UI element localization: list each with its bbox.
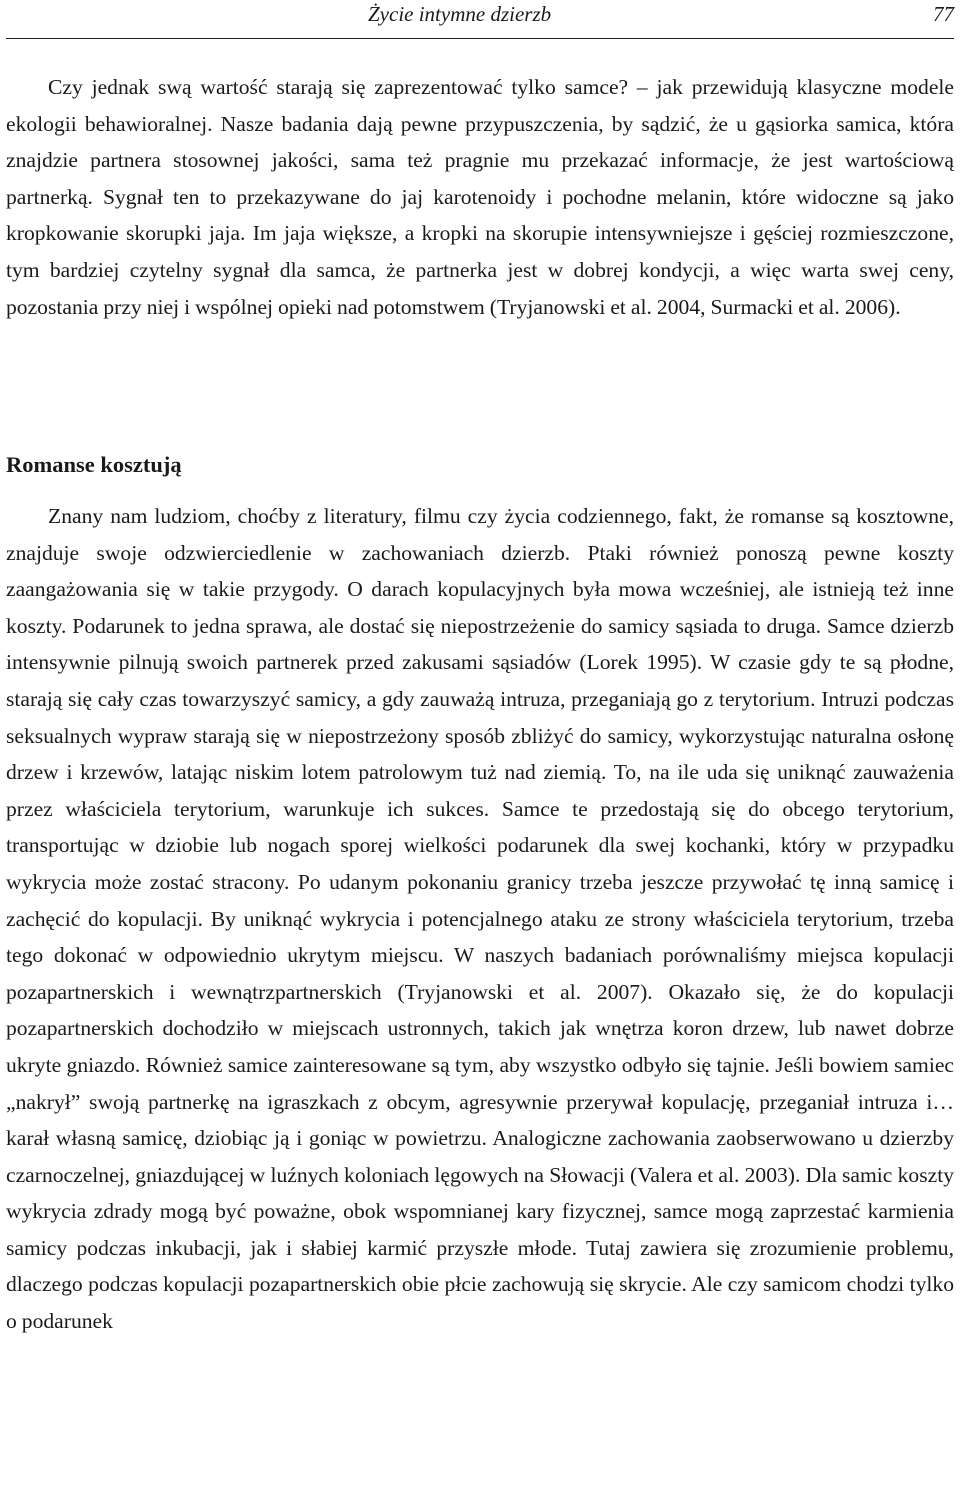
header-page-number: 77 (933, 2, 954, 26)
section-heading: Romanse kosztują (6, 452, 182, 477)
running-header (6, 2, 954, 32)
body-paragraph-2: Znany nam ludziom, choćby z literatury, filmu czy życia codziennego, fakt, że romanse są kosztowne, znajduje swoje odzwierciedlenie w zachowaniach dzierzb. Ptaki również ponoszą pewne koszty zaangażowania się w takie przygody. O darach kopulacyjnych była mowa wcześniej, ale istnieją też inne koszty. Podarunek to jedna sprawa, ale dostać się niepostrzeżenie do samicy sąsiada to druga. Samce dzierzb intensywnie pilnują swoich partnerek przed zakusami sąsiadów (Lorek 1995). W czasie gdy te są płodne, starają się cały czas towarzyszyć samicy, a gdy zauważą intruza, przeganiają go z terytorium. Intruzi podczas seksualnych wypraw starają się w niepostrzeżony sposób zbliżyć do samicy, wykorzystując naturalna osłonę drzew i krzewów, latając niskim lotem patrolowym tuż nad ziemią. To, na ile uda się uniknąć zauważenia przez właściciela terytorium, warunkuje ich sukces. Samce te przedostają się do obcego terytorium, transportując w dziobie lub nogach sporej wielkości podarunek dla swej kochanki, który w przypadku wykrycia może zostać stracony. Po udanym pokonaniu granicy trzeba jeszcze przywołać tę inną samicę i zachęcić do kopulacji. By uniknąć wykrycia i potencjalnego ataku ze strony właściciela terytorium, trzeba tego dokonać w odpowiednio ukrytym miejscu. W naszych badaniach porównaliśmy miejsca kopulacji pozapartnerskich i wewnątrzpartnerskich (Tryjanowski et al. 2007). Okazało się, że do kopulacji pozapartnerskich dochodziło w miejscach ustronnych, takich jak wnętrza koron drzew, lub nawet dobrze ukryte gniazdo. Również samice zainteresowane są tym, aby wszystko odbyło się tajnie. Jeśli bowiem samiec „nakrył” swoją partnerkę na igraszkach z obcym, agresywnie przerywał kopulację, przeganiał intruza i… karał własną samicę, dziobiąc ją i goniąc w powietrzu. Analogiczne zachowania zaobserwowano u dzierzby czarnoczelnej, gniazdującej w luźnych koloniach lęgowych na Słowacji (Valera et al. 2003). Dla samic koszty wykrycia zdrady mogą być poważne, obok wspomnianej kary fizycznej, samce mogą zaprzestać karmienia samicy podczas inkubacji, jak i słabiej karmić przyszłe młode. Tutaj zawiera się zrozumienie problemu, dlaczego podczas kopulacji pozapartnerskich obie płcie zachowują się skrycie. Ale czy samicom chodzi tylko o podarunek (6, 504, 954, 1334)
header-chapter-title: Życie intymne dzierzb (368, 2, 552, 26)
header-rule (6, 38, 954, 39)
body-paragraph-1: Czy jednak swą wartość starają się zaprezentować tylko samce? – jak przewidują klasyczne modele ekologii behawioralnej. Nasze badania dają pewne przypuszczenia, by sądzić, że u gąsiorka samica, która znajdzie partnera stosownej jakości, sama też pragnie mu przekazać informacje, że jest wartościową partnerką. Sygnał ten to przekazywane do jaj karotenoidy i pochodne melanin, które widoczne są jako kropkowanie skorupki jaja. Im jaja większe, a kropki na skorupie intensywniejsze i gęściej rozmieszczone, tym bardziej czytelny sygnał dla samca, że partnerka jest w dobrej kondycji, a więc warta swej ceny, pozostania przy niej i wspólnej opieki nad potomstwem (Tryjanowski et al. 2004, Surmacki et al. 2006). (6, 75, 954, 319)
